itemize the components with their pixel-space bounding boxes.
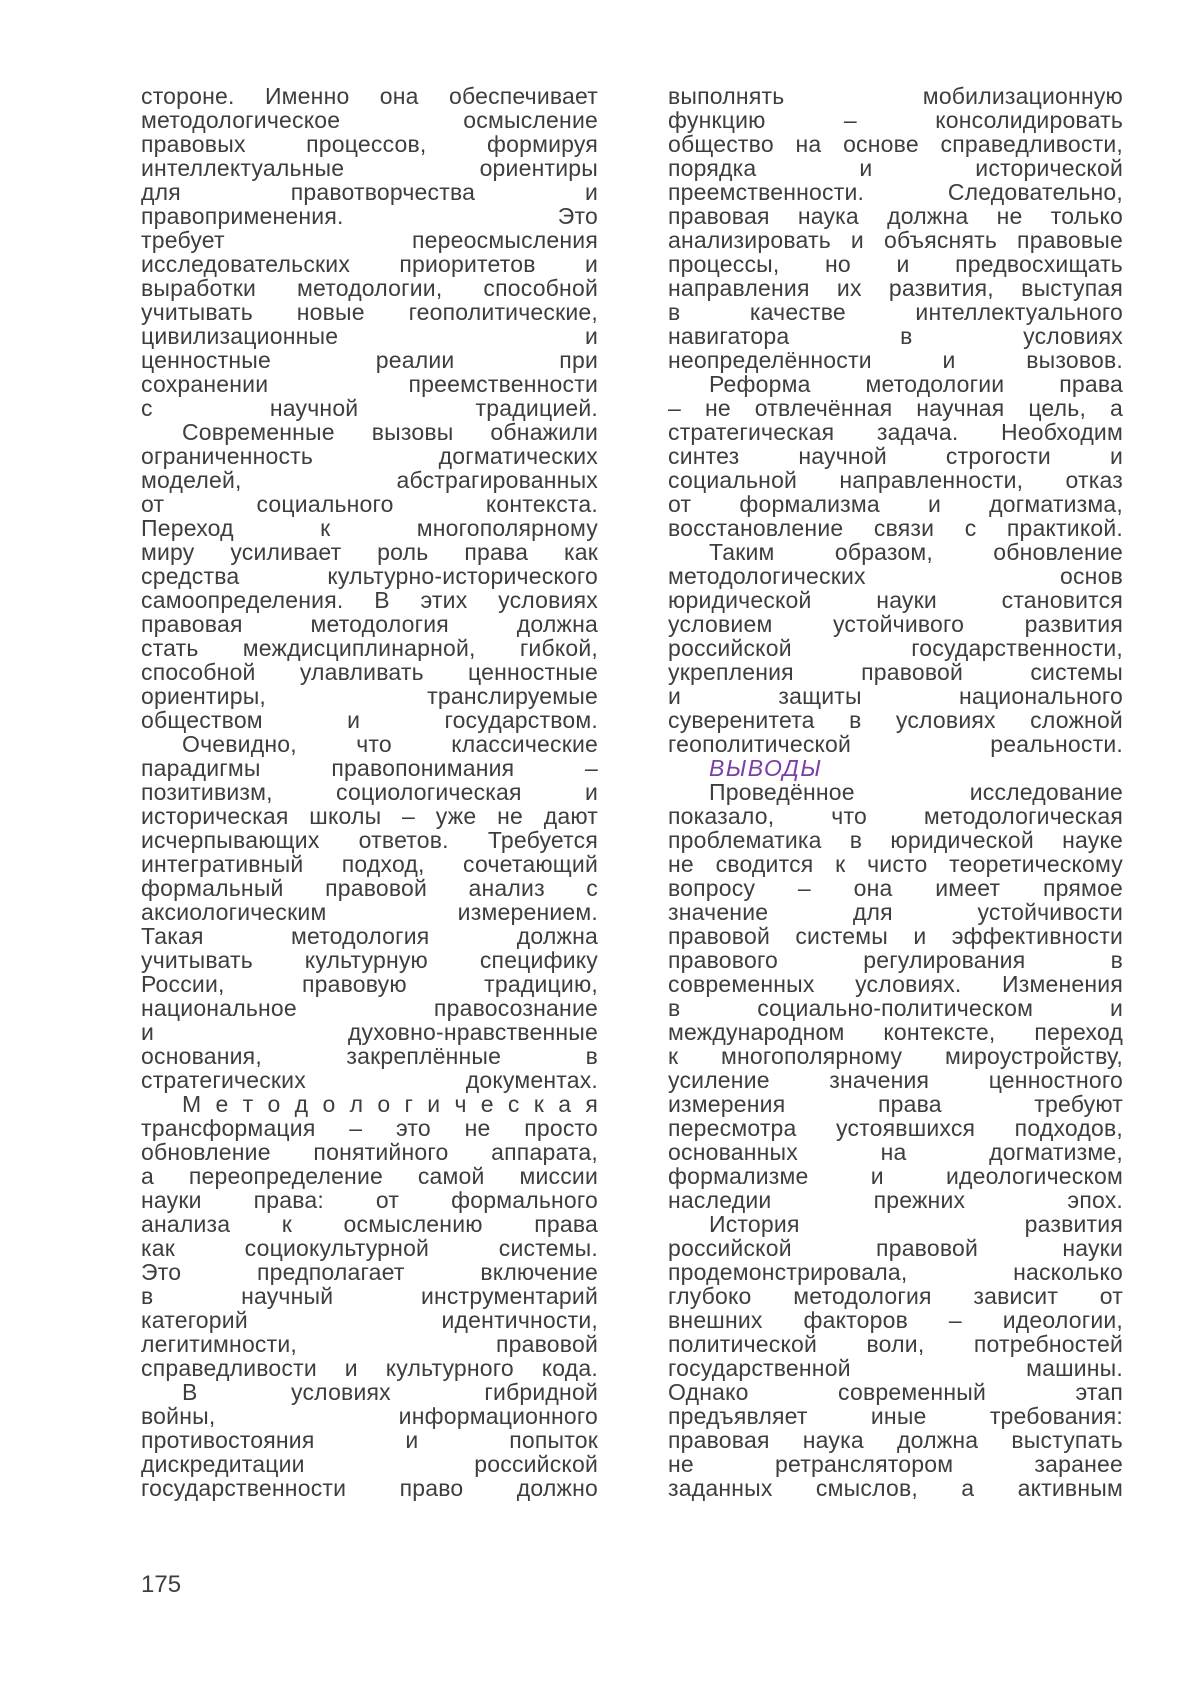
text-line: в научный инструментарий: [141, 1283, 598, 1309]
text-line: международном контексте, переход: [668, 1019, 1123, 1045]
text-line: в социально-политическом и: [668, 995, 1123, 1021]
text-line: предъявляет иные требования:: [668, 1403, 1123, 1429]
text-line: усиление значения ценностного: [668, 1067, 1123, 1093]
text-line: функцию – консолидировать: [668, 107, 1123, 133]
text-line: измерения права требуют: [668, 1091, 1123, 1117]
text-line: Реформа методологии права: [709, 371, 1123, 397]
text-line: интеллектуальные ориентиры: [141, 155, 598, 181]
text-line: условием устойчивого развития: [668, 611, 1123, 637]
text-line: не ретранслятором заранее: [668, 1451, 1123, 1477]
text-line: легитимности, правовой: [141, 1331, 598, 1357]
text-line: Таким образом, обновление: [709, 539, 1123, 565]
text-line: Такая методология должна: [141, 923, 598, 949]
text-line: Проведённое исследование: [709, 779, 1123, 805]
text-line: процессы, но и предвосхищать: [668, 251, 1123, 277]
text-line: моделей, абстрагированных: [141, 467, 598, 493]
text-line: правовой системы и эффективности: [668, 923, 1123, 949]
text-line: а переопределение самой миссии: [141, 1163, 598, 1189]
text-line: выполнять мобилизационную: [668, 83, 1123, 109]
text-line: направления их развития, выступая: [668, 275, 1123, 301]
text-line: справедливости и культурного кода.: [141, 1355, 598, 1381]
text-line: Очевидно, что классические: [182, 731, 598, 757]
column-right: [668, 84, 1123, 1500]
text-line: категорий идентичности,: [141, 1307, 598, 1333]
text-line: заданных смыслов, а активным: [668, 1475, 1123, 1501]
text-line: требует переосмысления: [141, 227, 598, 253]
text-line: исчерпывающих ответов. Требуется: [141, 827, 598, 853]
text-line: историческая школы – уже не дают: [141, 803, 598, 829]
text-line: стать междисциплинарной, гибкой,: [141, 635, 598, 661]
text-line: неопределённости и вызовов.: [668, 347, 1123, 373]
text-line: порядка и исторической: [668, 155, 1123, 181]
text-line: стратегическая задача. Необходим: [668, 419, 1123, 445]
text-line: укрепления правовой системы: [668, 659, 1123, 685]
text-line: – не отвлечённая научная цель, а: [668, 395, 1123, 421]
text-line: ограниченность догматических: [141, 443, 598, 469]
text-line: История развития: [709, 1211, 1123, 1237]
text-line: ценностные реалии при: [141, 347, 598, 373]
text-line: юридической науки становится: [668, 587, 1123, 613]
text-line: ориентиры, транслируемые: [141, 683, 598, 709]
text-line: общество на основе справедливости,: [668, 131, 1123, 157]
text-line: правовых процессов, формируя: [141, 131, 598, 157]
text-line: правового регулирования в: [668, 947, 1123, 973]
text-line: формализме и идеологическом: [668, 1163, 1123, 1189]
text-line: от формализма и догматизма,: [668, 491, 1123, 517]
text-line: способной улавливать ценностные: [141, 659, 598, 685]
text-line: выработки методологии, способной: [141, 275, 598, 301]
text-line: государственной машины.: [668, 1355, 1123, 1381]
text-line: дискредитации российской: [141, 1451, 598, 1477]
text-line: основания, закреплённые в: [141, 1043, 598, 1069]
text-line: вопросу – она имеет прямое: [668, 875, 1123, 901]
page-number: 175: [141, 1571, 182, 1598]
text-line: обществом и государством.: [141, 707, 598, 733]
column-left: [141, 84, 598, 1500]
text-line: основанных на догматизме,: [668, 1139, 1123, 1165]
text-line: трансформация – это не просто: [141, 1115, 598, 1141]
text-line: от социального контекста.: [141, 491, 598, 517]
text-line: и защиты национального: [668, 683, 1123, 709]
text-line: преемственности. Следовательно,: [668, 179, 1123, 205]
text-line: восстановление связи с практикой.: [668, 515, 1123, 541]
text-line: геополитической реальности.: [668, 731, 1123, 757]
text-line: методологическое осмысление: [141, 107, 598, 133]
text-line: М е т о д о л о г и ч е с к а я: [182, 1091, 598, 1117]
text-line: России, правовую традицию,: [141, 971, 598, 997]
text-line: В условиях гибридной: [182, 1379, 598, 1405]
text-line: политической воли, потребностей: [668, 1331, 1123, 1357]
text-line: миру усиливает роль права как: [141, 539, 598, 565]
text-line: аксиологическим измерением.: [141, 899, 598, 925]
text-line: Переход к многополярному: [141, 515, 598, 541]
text-line: методологических основ: [668, 563, 1123, 589]
text-line: анализа к осмыслению права: [141, 1211, 598, 1237]
text-line: самоопределения. В этих условиях: [141, 587, 598, 613]
text-line: внешних факторов – идеологии,: [668, 1307, 1123, 1333]
text-line: стороне. Именно она обеспечивает: [141, 83, 598, 109]
text-line: правовая наука должна выступать: [668, 1427, 1123, 1453]
text-line: для правотворчества и: [141, 179, 598, 205]
text-line: национальное правосознание: [141, 995, 598, 1021]
text-line: проблематика в юридической науке: [668, 827, 1123, 853]
text-line: средства культурно-исторического: [141, 563, 598, 589]
text-line: парадигмы правопонимания –: [141, 755, 598, 781]
text-line: обновление понятийного аппарата,: [141, 1139, 598, 1165]
text-line: формальный правовой анализ с: [141, 875, 598, 901]
text-line: социальной направленности, отказ: [668, 467, 1123, 493]
text-line: современных условиях. Изменения: [668, 971, 1123, 997]
text-line: Однако современный этап: [668, 1379, 1123, 1405]
text-line: пересмотра устоявшихся подходов,: [668, 1115, 1123, 1141]
text-line: интегративный подход, сочетающий: [141, 851, 598, 877]
text-line: правовая методология должна: [141, 611, 598, 637]
text-line: Это предполагает включение: [141, 1259, 598, 1285]
text-line: навигатора в условиях: [668, 323, 1123, 349]
text-line: государственности право должно: [141, 1475, 598, 1501]
text-line: показало, что методологическая: [668, 803, 1123, 829]
text-line: в качестве интеллектуального: [668, 299, 1123, 325]
text-line: суверенитета в условиях сложной: [668, 707, 1123, 733]
text-line: наследии прежних эпох.: [668, 1187, 1123, 1213]
text-line: войны, информационного: [141, 1403, 598, 1429]
text-line: анализировать и объяснять правовые: [668, 227, 1123, 253]
text-line: учитывать культурную специфику: [141, 947, 598, 973]
text-line: сохранении преемственности: [141, 371, 598, 397]
text-line: Современные вызовы обнажили: [182, 419, 598, 445]
text-line: правовая наука должна не только: [668, 203, 1123, 229]
text-line: правоприменения. Это: [141, 203, 598, 229]
text-line: позитивизм, социологическая и: [141, 779, 598, 805]
text-line: стратегических документах.: [141, 1067, 598, 1093]
text-line: к многополярному мироустройству,: [668, 1043, 1123, 1069]
text-line: науки права: от формального: [141, 1187, 598, 1213]
section-heading-vyvody: ВЫВОДЫ: [709, 755, 823, 781]
text-line: как социокультурной системы.: [141, 1235, 598, 1261]
text-line: цивилизационные и: [141, 323, 598, 349]
text-line: не сводится к чисто теоретическому: [668, 851, 1123, 877]
text-line: и духовно-нравственные: [141, 1019, 598, 1045]
text-line: российской правовой науки: [668, 1235, 1123, 1261]
text-line: учитывать новые геополитические,: [141, 299, 598, 325]
text-line: российской государственности,: [668, 635, 1123, 661]
text-line: с научной традицией.: [141, 395, 598, 421]
text-line: продемонстрировала, насколько: [668, 1259, 1123, 1285]
text-line: противостояния и попыток: [141, 1427, 598, 1453]
text-line: исследовательских приоритетов и: [141, 251, 598, 277]
text-line: значение для устойчивости: [668, 899, 1123, 925]
text-line: глубоко методология зависит от: [668, 1283, 1123, 1309]
text-line: синтез научной строгости и: [668, 443, 1123, 469]
